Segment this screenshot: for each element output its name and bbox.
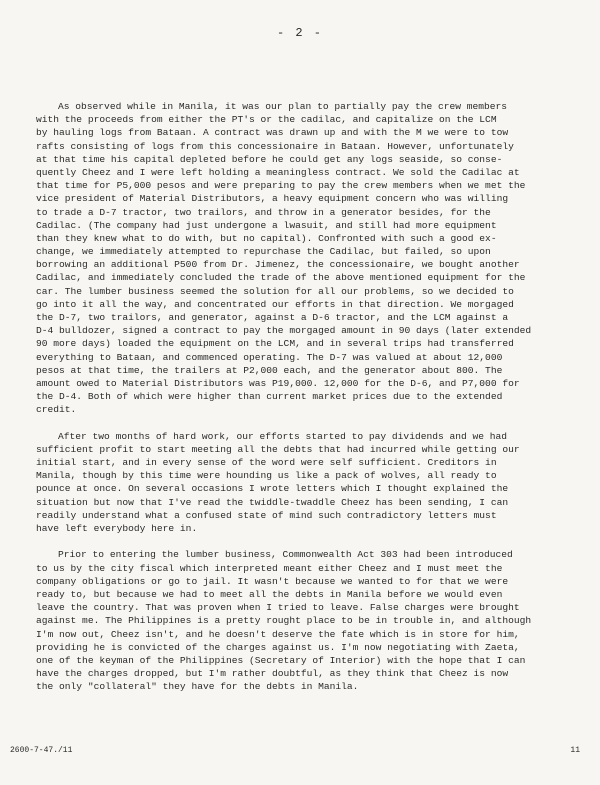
footer-form-code: 2600-7-47./11 bbox=[10, 746, 73, 755]
paragraph-1 bbox=[36, 100, 568, 417]
text-line: rafts consisting of logs from this concessionaire in Bataan. However, unfortunately bbox=[36, 140, 514, 152]
text-line: with the proceeds from either the PT's or the cadilac, and capitalize on the LCM bbox=[36, 114, 497, 126]
text-line: go into it all the way, and concentrated our efforts in that direction. We morgaged bbox=[36, 298, 514, 310]
text-line: pounce at once. On several occasions I wrote letters which I thought explained the bbox=[36, 483, 509, 495]
text-line: Prior to entering the lumber business, Commonwealth Act 303 had been introduced bbox=[58, 549, 513, 561]
text-line: vice president of Material Distributors, a heavy equipment concern who was willing bbox=[36, 193, 509, 205]
text-line: readily understand what a confused state of mind such contradictory letters must bbox=[36, 509, 497, 521]
text-line: ready to, but because we had to meet all the debts in Manila before we would even bbox=[36, 588, 503, 600]
text-line: After two months of hard work, our efforts started to pay dividends and we had bbox=[58, 430, 508, 442]
text-line: to us by the city fiscal which interpreted meant either Cheez and I must meet the bbox=[36, 562, 503, 574]
text-line: at that time his capital depleted before he could get any logs seaside, so conse- bbox=[36, 153, 503, 165]
text-line: amount owed to Material Distributors was P19,000. 12,000 for the D-6, and P7,000 for bbox=[36, 377, 520, 389]
page-number: - 2 - bbox=[276, 26, 323, 40]
text-line: one of the keyman of the Philippines (Secretary of Interior) with the hope that I can bbox=[36, 654, 526, 666]
footer-page-marker: 11 bbox=[570, 746, 580, 755]
text-line: car. The lumber business seemed the solution for all our problems, so we decided to bbox=[36, 285, 514, 297]
text-line: that time for P5,000 pesos and were preparing to pay the crew members when we met the bbox=[36, 180, 526, 192]
text-line: credit. bbox=[36, 404, 77, 416]
text-line: borrowing an additional P500 from Dr. Jimenez, the concessionaire, we bought another bbox=[36, 259, 520, 271]
text-line: change, we immediately attempted to repurchase the Cadilac, but failed, so upon bbox=[36, 246, 491, 258]
text-line: Cadilac, and immediately concluded the trade of the above mentioned equipment for the bbox=[36, 272, 526, 284]
text-line: situation but now that I've read the twiddle-twaddle Cheez has been sending, I can bbox=[36, 496, 509, 508]
text-line: I'm now out, Cheez isn't, and he doesn't deserve the fate which is in store for him, bbox=[36, 628, 520, 640]
paragraph-3 bbox=[36, 548, 568, 693]
text-line: to trade a D-7 tractor, two trailors, and throw in a generator besides, for the bbox=[36, 206, 491, 218]
text-line: quently Cheez and I were left holding a meaningless contract. We sold the Cadilac at bbox=[36, 166, 520, 178]
text-line: have left everybody here in. bbox=[36, 523, 198, 534]
text-line: the D-7, two trailors, and generator, against a D-6 tractor, and the LCM against a bbox=[36, 312, 509, 323]
text-line: initial start, and in every sense of the word were self sufficient. Creditors in bbox=[36, 457, 497, 469]
text-line: leave the country. That was proven when I tried to leave. False charges were brought bbox=[36, 602, 520, 614]
text-line: D-4 bulldozer, signed a contract to pay the morgaged amount in 90 days (later extended bbox=[36, 325, 532, 337]
text-line: have the charges dropped, but I'm rather doubtful, as they think that Cheez is now bbox=[36, 668, 509, 680]
text-line: than they knew what to do with, but no capital). Confronted with such a good ex- bbox=[36, 232, 497, 244]
text-line: against me. The Philippines is a pretty rought place to be in trouble in, and although bbox=[36, 615, 532, 627]
text-line: Manila, though by this time were hounding us like a pack of wolves, all ready to bbox=[36, 470, 497, 482]
text-line: the D-4. Both of which were higher than current market prices due to the extended bbox=[36, 391, 503, 403]
text-line: the only "collateral" they have for the debts in Manila. bbox=[36, 681, 359, 693]
text-line: Cadilac. (The company had just undergone a lwasuit, and still had more equipment bbox=[36, 219, 497, 231]
text-line: everything to Bataan, and commenced operating. The D-7 was valued at about 12,000 bbox=[36, 351, 503, 363]
text-line: company obligations or go to jail. It wasn't because we wanted to for that we were bbox=[36, 575, 509, 587]
text-line: providing he is convicted of the charges against us. I'm now negotiating with Zaeta, bbox=[36, 641, 520, 653]
letter-body bbox=[36, 100, 568, 707]
text-line: 90 more days) loaded the equipment on the LCM, and in several trips had transferred bbox=[36, 338, 514, 350]
text-line: sufficient profit to start meeting all the debts that had incurred while getting our bbox=[36, 443, 520, 455]
text-line: by hauling logs from Bataan. A contract was drawn up and with the M we were to tow bbox=[36, 127, 509, 139]
text-line: As observed while in Manila, it was our plan to partially pay the crew members bbox=[58, 101, 508, 112]
text-line: pesos at that time, the trailers at P2,000 each, and the generator about 800. The bbox=[36, 364, 503, 376]
paragraph-2 bbox=[36, 430, 568, 536]
